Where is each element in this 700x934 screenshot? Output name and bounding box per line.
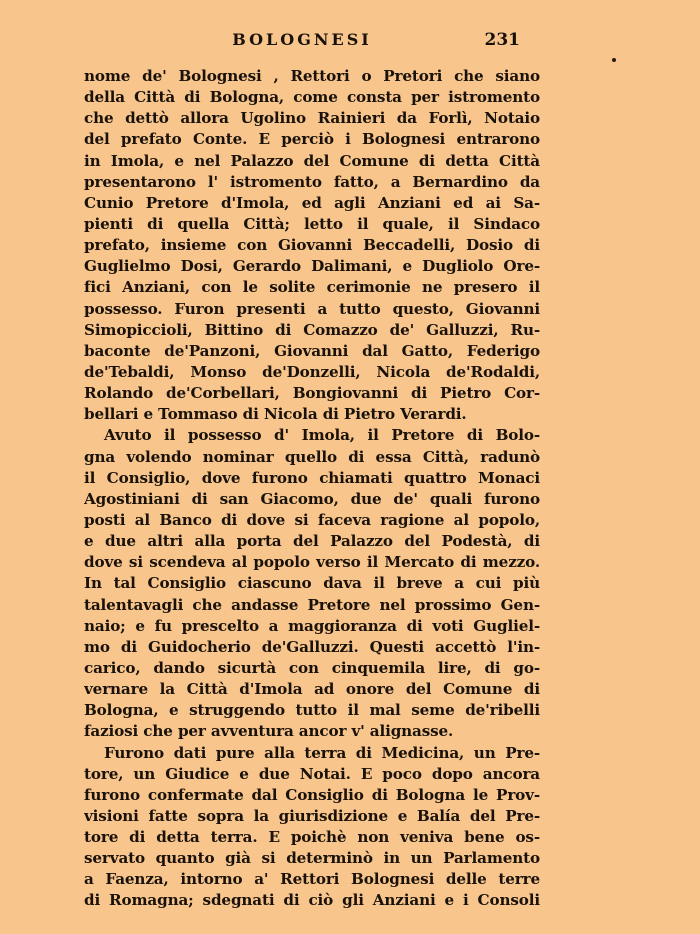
text-line: Agostiniani di san Giacomo, due de' quali furono <box>84 489 540 508</box>
text-line: Guglielmo Dosi, Gerardo Dalimani, e Dugliolo Ore- <box>84 257 540 276</box>
text-line: posti al Banco di dove si faceva ragione al popolo, <box>84 510 540 529</box>
text-line: Bologna, e struggendo tutto il mal seme de'ribelli <box>84 701 540 720</box>
text-line: gna volendo nominar quello di essa Città, radunò <box>84 447 540 466</box>
text-line: mo di Guidocherio de'Galluzzi. Questi accettò l'in- <box>84 637 540 656</box>
text-line: carico, dando sicurtà con cinquemila lire, di go- <box>84 658 540 677</box>
text-line: talentavagli che andasse Pretore nel prossimo Gen- <box>84 595 540 614</box>
text-line: Simopiccioli, Bittino di Comazzo de' Galluzzi, Ru- <box>84 320 540 339</box>
page-header <box>84 30 520 54</box>
text-line: presentarono l' istromento fatto, a Bernardino da <box>84 172 540 191</box>
text-line: pienti di quella Città; letto il quale, il Sindaco <box>84 214 540 233</box>
body-text <box>84 66 540 912</box>
ink-speck <box>612 58 616 62</box>
text-line: del prefato Conte. E perciò i Bolognesi entrarono <box>84 130 540 149</box>
text-line: della Città di Bologna, come consta per istromento <box>84 88 540 107</box>
text-line: Rolando de'Corbellari, Bongiovanni di Pietro Cor- <box>84 384 540 403</box>
text-line: a Faenza, intorno a' Rettori Bolognesi delle terre <box>84 870 540 889</box>
text-line: tore, un Giudice e due Notai. E poco dopo ancora <box>84 764 540 783</box>
text-line: naio; e fu prescelto a maggioranza di voti Gugliel- <box>84 616 540 635</box>
text-line: vernare la Città d'Imola ad onore del Comune di <box>84 680 540 699</box>
running-title: BOLOGNESI <box>232 30 372 49</box>
text-line: fici Anziani, con le solite cerimonie ne presero il <box>84 278 540 297</box>
text-line: che dettò allora Ugolino Rainieri da Forlì, Notaio <box>84 109 540 128</box>
text-line: Avuto il possesso d' Imola, il Pretore di Bolo- <box>104 426 540 445</box>
text-line: de'Tebaldi, Monso de'Donzelli, Nicola de'Rodaldi, <box>84 362 540 381</box>
text-line: Furono dati pure alla terra di Medicina, un Pre- <box>104 743 540 762</box>
text-line: nome de' Bolognesi , Rettori o Pretori che siano <box>84 67 540 85</box>
text-line: Cunio Pretore d'Imola, ed agli Anziani ed ai Sa- <box>84 193 540 212</box>
text-line: servato quanto già si determinò in un Parlamento <box>84 849 540 868</box>
page-number: 231 <box>484 30 520 50</box>
text-line: tore di detta terra. E poichè non veniva bene os- <box>84 828 540 847</box>
text-line: In tal Consiglio ciascuno dava il breve a cui più <box>84 574 540 593</box>
text-line: e due altri alla porta del Palazzo del Podestà, di <box>84 532 540 551</box>
text-line: visioni fatte sopra la giurisdizione e Balía del Pre- <box>84 806 540 825</box>
text-line: in Imola, e nel Palazzo del Comune di detta Città <box>84 151 540 170</box>
text-line: possesso. Furon presenti a tutto questo, Giovanni <box>84 299 540 318</box>
text-line: di Romagna; sdegnati di ciò gli Anziani e i Consoli <box>84 891 540 910</box>
text-line: prefato, insieme con Giovanni Beccadelli, Dosio di <box>84 236 540 255</box>
text-line: faziosi che per avventura ancor v' alignasse. <box>84 722 454 741</box>
text-line: furono confermate dal Consiglio di Bologna le Prov- <box>84 785 540 804</box>
text-line: dove si scendeva al popolo verso il Mercato di mezzo. <box>84 553 540 572</box>
text-line: baconte de'Panzoni, Giovanni dal Gatto, Federigo <box>84 341 540 360</box>
text-line: il Consiglio, dove furono chiamati quattro Monaci <box>84 468 540 487</box>
text-line: bellari e Tommaso di Nicola di Pietro Verardi. <box>84 405 467 424</box>
